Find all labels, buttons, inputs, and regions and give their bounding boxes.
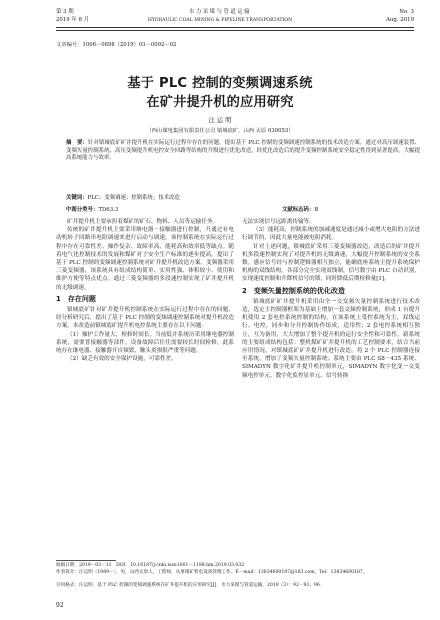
class-label: 中图分类号： [66,207,99,213]
left-paragraph: 矿井提升机主要承担着煤矿的矿石、物料、人员等运输任务。 [67,219,219,225]
document-code [282,205,318,213]
abstract [66,140,420,163]
footnote-author-bio: 作者简介：汪运明（1989－），男，山西太原人，工程师，从事煤矿机电设备管理工作。E－mail：13834600187@163.com，Tel：13834600187。 [56,570,368,575]
header-issue-right: No. 3 [399,9,414,15]
keywords [66,193,180,201]
article-title-line2: 在矿井提升机的应用研究 [146,95,294,110]
header-date-left: 2019 年 8 月 [56,17,90,23]
footnote-received: 收稿日期：2019－03－11 DOI：10.16187/j.cnki.issn1001－1188.hm.2019.03.032 [56,563,245,568]
left-paragraph: 传统的矿井提升机主要采用继电器－接触器进行控制，升通过有电动机转子回路串电阻调速来进行启动与调速，该控制系统在实际运行过程中存在可靠性差、操作复杂、故障率高、能耗高和效率低等缺点。随着电气化控制技术的发展和煤矿对于安全生产标准的逐步提高，提出了基于 PLC 控制的变频调速控制系统对矿井提升机改造方案。变频器采用三菱变频器，该系统具有组成结构简单、实用性强、体积较小、使用和维护方便等特点优点。通过三菱变频器的多段速控制实现了矿井提升机的无级调速。 [56,227,234,291]
left-paragraph: 镇城底矿针对矿井提升机控制系统在实际运行过程中存在的问题，经分析研究后，提出了基于 PLC 控制的变频调速控制系统对提升机改造方案。本改造前镇城底矿提升机电控系统主要存在以下问题： [56,307,234,330]
left-column [56,218,234,363]
right-column [242,218,420,380]
section-heading-2: 2 变频矢量控制系统的优化改造 [242,286,345,295]
left-paragraph: （1）操护工作量大，检修时间长。当前低并系统历采用继电器控制系统，需要普接触器等部件，设备故障后往往需要较长时间检修，此系统存在继电器、接触器开自频繁，触头炎损很严重等问题。 [56,331,234,355]
keywords-label: 关键词： [66,195,88,201]
doc-value: B [314,207,319,213]
article-number: 文章编号：1006－0898（2019）03－0092－02 [56,42,177,48]
right-paragraph: 镇城底矿矿井提升机采用由全一交变频矢量控制系统进行技术改造，选定主控制器框架为基础上增加一套交频控制系统，形成 1 台提升机使用 2 套电控系统控制的结构。在该系统上受控系统为主，双线运行，电控、同步和分开控制协作组成，适用性；2 套电控系统相互独立，互为备用，大大增加了整个提升机的运行安全性和可靠性。新系统的主要组成结构包括：整机煤矿矿井提升机的工艺控制要求，结合当前应用情况，对镇城底矿矿井提升机进行改造，将 2 个 PLC 控制器连接至系统，增加了变频矢量控制系统；系统主要由 PLC S8－435 系统、SIMADYN 数字化矿井提升机控制单元，SIMADYN 数字化变一交变频电控单元、数字化监控显单元、信号转换 [242,298,420,379]
affiliation: （西山煤电集团有限责任公司 镇城底矿，山西 太原 030053） [146,128,294,134]
class-value: TD63.3 [98,207,119,213]
header-journal-en: HYDRAULIC COAL MINING & PIPELINE TRANSPORTATION [147,18,293,23]
header-rule-top [56,27,414,28]
section-heading-1: 1 存在问题 [56,294,96,303]
doc-label: 文献标志码： [282,207,315,213]
right-paragraph: （3）能耗高，控制系统的加减速度是通过减小或增大电阻的方法进行调节的，因此大量电能被电阻消耗。 [242,227,420,242]
abstract-text: 针对镇城底矿矿井提升机在实际运行过程中存在的问题，提出基于 PLC 控制的变频调速控制系统的技术改造方案，通过对高压调速装置、变频矢量控制系统、高压变频提升机电控安全回路等结构的升级进行优化改造，经优化改造后的提升变频控制系统安全稳定性得到显著提高，大幅提高系统能力与效率。 [66,140,420,162]
keywords-text: PLC；变频调速；控制系统；技术改造 [87,195,180,201]
classification [66,205,118,213]
header-date-right: Aug. 2019 [386,17,414,23]
author: 汪 运 明 [208,116,232,124]
footnote-rule [56,560,116,561]
header-rule-bottom [56,30,414,31]
article-title-line1: 基于 PLC 控制的变频调速系统 [127,76,313,91]
right-paragraph: 无法实现信号远距离传输等。 [242,219,315,225]
header-journal-cn: 水力采煤与管道运输 [188,9,252,15]
right-paragraph: 针对上述问题，镇城底矿采用三菱变频器改造，改造后的矿井提升机多段速控制实现了对提升机的无级调速，大幅提升控制系统的安全系数。感应信号经与控制逻辑器相互独立，能确底座系统主提升系统保护机构的双线结构，各部分完全实现双线制，信号数字由 PLC 自动识别，实现速度控制和升降机信号的锁，同时降低后期检修量[1]。 [242,243,420,283]
page-number: 92 [56,602,64,609]
abstract-label: 摘 要： [66,140,88,146]
header-issue-left: 第 3 期 [56,9,74,15]
footnote-citation: 引用格式：汪运明．基于 PLC 控制的变频调速系统在矿井提升机的应用研究[J]．水力采煤与管道运输，2019（3）：92－93，96． [56,583,325,588]
left-paragraph: （2）缺乏有效的安全保护设施，可靠性差， [67,356,177,363]
